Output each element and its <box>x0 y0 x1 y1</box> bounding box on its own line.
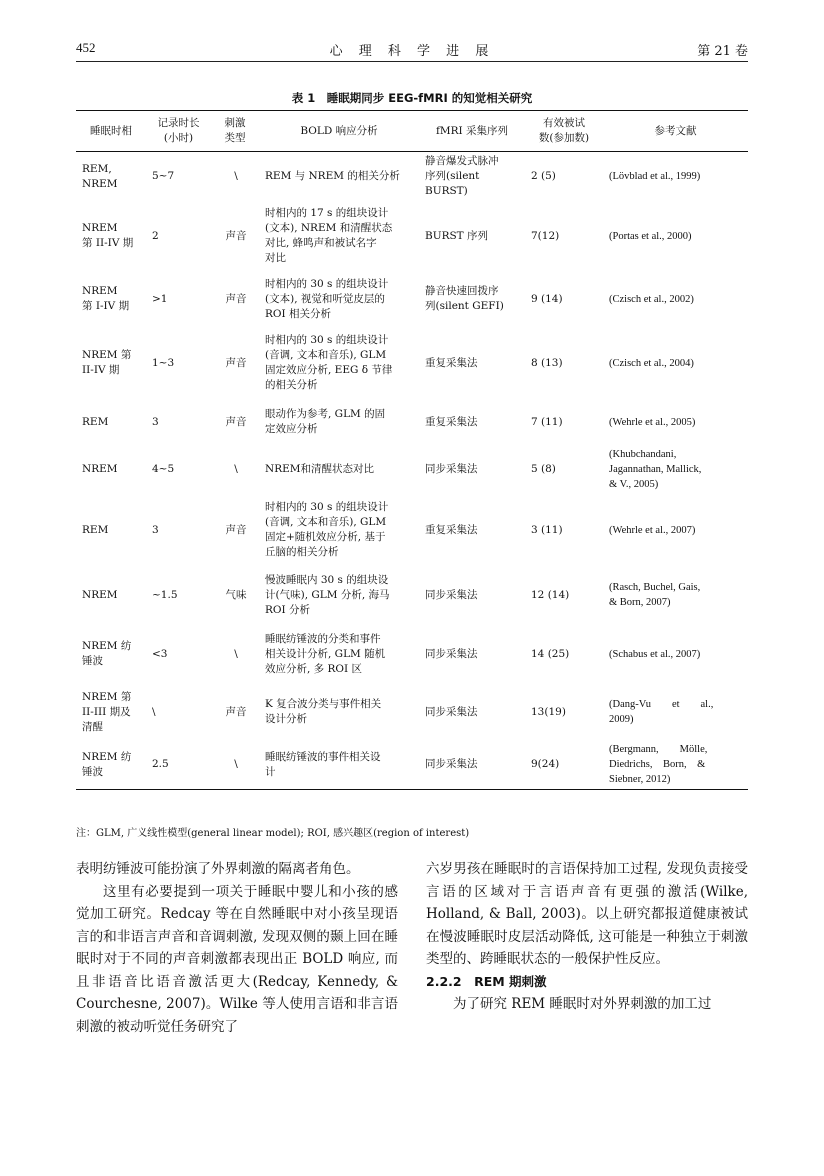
table-row <box>76 399 748 445</box>
table-cell: 同步采集法 <box>425 705 478 718</box>
table-cell: 时相内的 30 s 的组块设计 (音调, 文本和音乐), GLM 固定效应分析, EEG δ 节律 的相关分析 <box>265 334 393 391</box>
table-cell: NREM 纺 锤波 <box>82 640 132 667</box>
table-cell: 1~3 <box>152 356 175 369</box>
table-cell: REM, NREM <box>82 162 118 190</box>
table-cell: 同步采集法 <box>419 740 525 790</box>
table-cell: 2 <box>152 229 159 242</box>
table-cell: 眼动作为参考, GLM 的固 定效应分析 <box>265 408 386 435</box>
table-cell: 慢波睡眠内 30 s 的组块设 计(气味), GLM 分析, 海马 ROI 分析 <box>265 573 390 616</box>
table-row <box>76 152 748 202</box>
table-cell: NREM 第 II-IV 期 <box>82 349 132 376</box>
table-row <box>76 271 748 327</box>
table-cell: 声音 <box>225 523 247 536</box>
paragraph: 这里有必要提到一项关于睡眠中婴儿和小孩的感觉加工研究。Redcay 等在自然睡眠中对小孩呈现语言的和非语言声音和音调刺激, 发现双侧的颞上回在睡眠时对于不同的声音刺激都表现出正 BOLD 响应, 而且非语音比语音激活更大(Redcay, Kennedy, & Courchesne, 2007)。Wilke 等人使用言语和非言语刺激的被动听觉任务研究了 <box>76 883 398 1035</box>
table-cell: BURST 序列 <box>425 229 489 242</box>
table-cell: 时相内的 30 s 的组块设计 (文本), 视觉和听觉皮层的 ROI 相关分析 <box>265 277 389 320</box>
table-cell: 3 (11) <box>531 523 563 536</box>
table-row <box>76 566 748 624</box>
table-cell: 5 (8) <box>531 463 556 475</box>
table-cell: 重复采集法 <box>425 523 478 536</box>
study-table <box>76 110 748 790</box>
table-cell: 声音 <box>225 356 247 369</box>
table-cell: >1 <box>152 292 168 305</box>
table-cell: 5~7 <box>152 170 175 182</box>
column-header: BOLD 响应分析 <box>259 111 419 152</box>
table-cell: NREM 第 II-IV 期 <box>82 222 134 249</box>
volume-label: 第 21 卷 <box>697 44 748 59</box>
table-cell: \ <box>211 740 259 790</box>
table-cell: 14 (25) <box>531 647 570 660</box>
table-row <box>76 327 748 399</box>
table-cell: \ <box>234 170 238 182</box>
table-cell: 重复采集法 <box>425 415 478 428</box>
table-cell: 时相内的 17 s 的组块设计 (文本), NREM 和清醒状态 对比, 蜂鸣声和被试名字 对比 <box>265 207 393 264</box>
column-header: 刺激 类型 <box>211 111 259 152</box>
table-cell: \ <box>234 647 238 660</box>
table-cell: (Portas et al., 2000) <box>609 230 692 242</box>
table-row <box>76 740 748 790</box>
table-note: 注：GLM, 广义线性模型(general linear model); ROI, 感兴趣区(region of interest) <box>76 828 470 839</box>
table-cell: 9 (14) <box>531 292 563 305</box>
table-cell: 静音快速回拨序 列(silent GEFI) <box>425 285 504 312</box>
table-cell: (Czisch et al., 2004) <box>609 357 694 369</box>
body-column-right <box>426 858 748 1016</box>
table-row <box>76 445 748 494</box>
table-cell: 同步采集法 <box>425 647 478 660</box>
table-cell: K 复合波分类与事件相关 设计分析 <box>265 698 382 725</box>
table-cell: (Czisch et al., 2002) <box>609 293 694 305</box>
paragraph: 表明纺锤波可能扮演了外界刺激的隔离者角色。 <box>76 861 360 877</box>
table-cell: 重复采集法 <box>425 356 478 369</box>
table-cell: NREM <box>82 588 118 601</box>
table-row <box>76 624 748 684</box>
table-row <box>76 494 748 566</box>
table-cell: NREM 第 I-IV 期 <box>82 285 130 312</box>
table-row <box>76 684 748 740</box>
table-cell: (Bergmann, Mölle, Diedrichs, Born, & Siebner, 2012) <box>603 740 748 790</box>
table-cell: 2 (5) <box>531 170 556 182</box>
table-cell: 气味 <box>225 588 247 601</box>
table-cell: 同步采集法 <box>425 463 478 475</box>
table-cell: 声音 <box>225 705 247 718</box>
table-cell: \ <box>234 463 238 475</box>
table-row <box>76 201 748 271</box>
table-cell: 睡眠纺锤波的事件相关设 计 <box>259 740 419 790</box>
table-cell: 声音 <box>225 415 247 428</box>
table-cell: (Rasch, Buchel, Gais, & Born, 2007) <box>609 582 701 608</box>
table-cell: (Schabus et al., 2007) <box>609 648 701 660</box>
table-cell: (Lövblad et al., 1999) <box>609 171 701 182</box>
table-cell: 8 (13) <box>531 356 563 369</box>
table-cell: REM <box>82 523 109 536</box>
table-cell: (Wehrle et al., 2007) <box>609 524 696 536</box>
table-cell: REM 与 NREM 的相关分析 <box>265 170 400 182</box>
table-cell: ~1.5 <box>152 588 178 601</box>
table-cell: (Dang-Vu et al., 2009) <box>609 699 714 725</box>
table-cell: (Khubchandani, Jagannathan, Mallick, & V., 2005) <box>609 449 702 490</box>
journal-title: 心 理 科 学 进 展 <box>329 44 495 59</box>
table-cell: NREM 第 II-III 期及 清醒 <box>82 690 132 733</box>
table-body <box>76 152 748 790</box>
header-rule <box>76 61 748 62</box>
column-header: 睡眠时相 <box>76 111 146 152</box>
table-cell: 睡眠纺锤波的分类和事件 相关设计分析, GLM 随机 效应分析, 多 ROI 区 <box>265 632 386 675</box>
table-cell: 3 <box>152 415 159 428</box>
table-cell: 3 <box>152 523 159 536</box>
paragraph: 为了研究 REM 睡眠时对外界刺激的加工过 <box>453 996 712 1012</box>
paragraph: 六岁男孩在睡眠时的言语保持加工过程, 发现负责接受言语的区域对于言语声音有更强的激活(Wilke, Holland, & Ball, 2003)。以上研究都报道健康被试在慢波睡眠时皮层活动降低, 这可能是一种独立于刺激类型的、跨睡眠状态的一般保护性反应。 <box>426 861 748 967</box>
table-caption: 表 1 睡眠期同步 EEG-fMRI 的知觉相关研究 <box>291 91 533 105</box>
body-column-left <box>76 858 398 1038</box>
table-cell: (Wehrle et al., 2005) <box>609 416 696 428</box>
table-cell: NREM <box>82 463 118 475</box>
running-head <box>76 40 748 60</box>
table-cell: 声音 <box>225 292 247 305</box>
table-cell: 声音 <box>225 229 247 242</box>
table-cell: 同步采集法 <box>425 588 478 601</box>
table-cell: 静音爆发式脉冲 序列(silent BURST) <box>425 155 499 197</box>
page-number: 452 <box>76 40 96 55</box>
table-cell: 13(19) <box>531 705 566 718</box>
section-heading: 2.2.2 REM 期刺激 <box>426 973 547 989</box>
column-header: fMRI 采集序列 <box>419 111 525 152</box>
table-cell: 4~5 <box>152 463 175 475</box>
table-cell: 9(24) <box>525 740 603 790</box>
table-cell: NREM和清醒状态对比 <box>265 463 375 475</box>
table-cell: 12 (14) <box>531 588 570 601</box>
table-cell: 7 (11) <box>531 415 563 428</box>
table-cell: \ <box>152 705 156 718</box>
table-cell: 7(12) <box>531 229 560 242</box>
table-cell: <3 <box>152 647 168 660</box>
table-cell: 2.5 <box>146 740 211 790</box>
column-header: 有效被试 数(参加数) <box>525 111 603 152</box>
table-header-row <box>76 111 748 152</box>
column-header: 记录时长 (小时) <box>146 111 211 152</box>
table-cell: REM <box>82 415 109 428</box>
table-cell: NREM 纺 锤波 <box>76 740 146 790</box>
column-header: 参考文献 <box>603 111 748 152</box>
table-cell: 时相内的 30 s 的组块设计 (音调, 文本和音乐), GLM 固定+随机效应分析, 基于 丘脑的相关分析 <box>265 501 389 558</box>
